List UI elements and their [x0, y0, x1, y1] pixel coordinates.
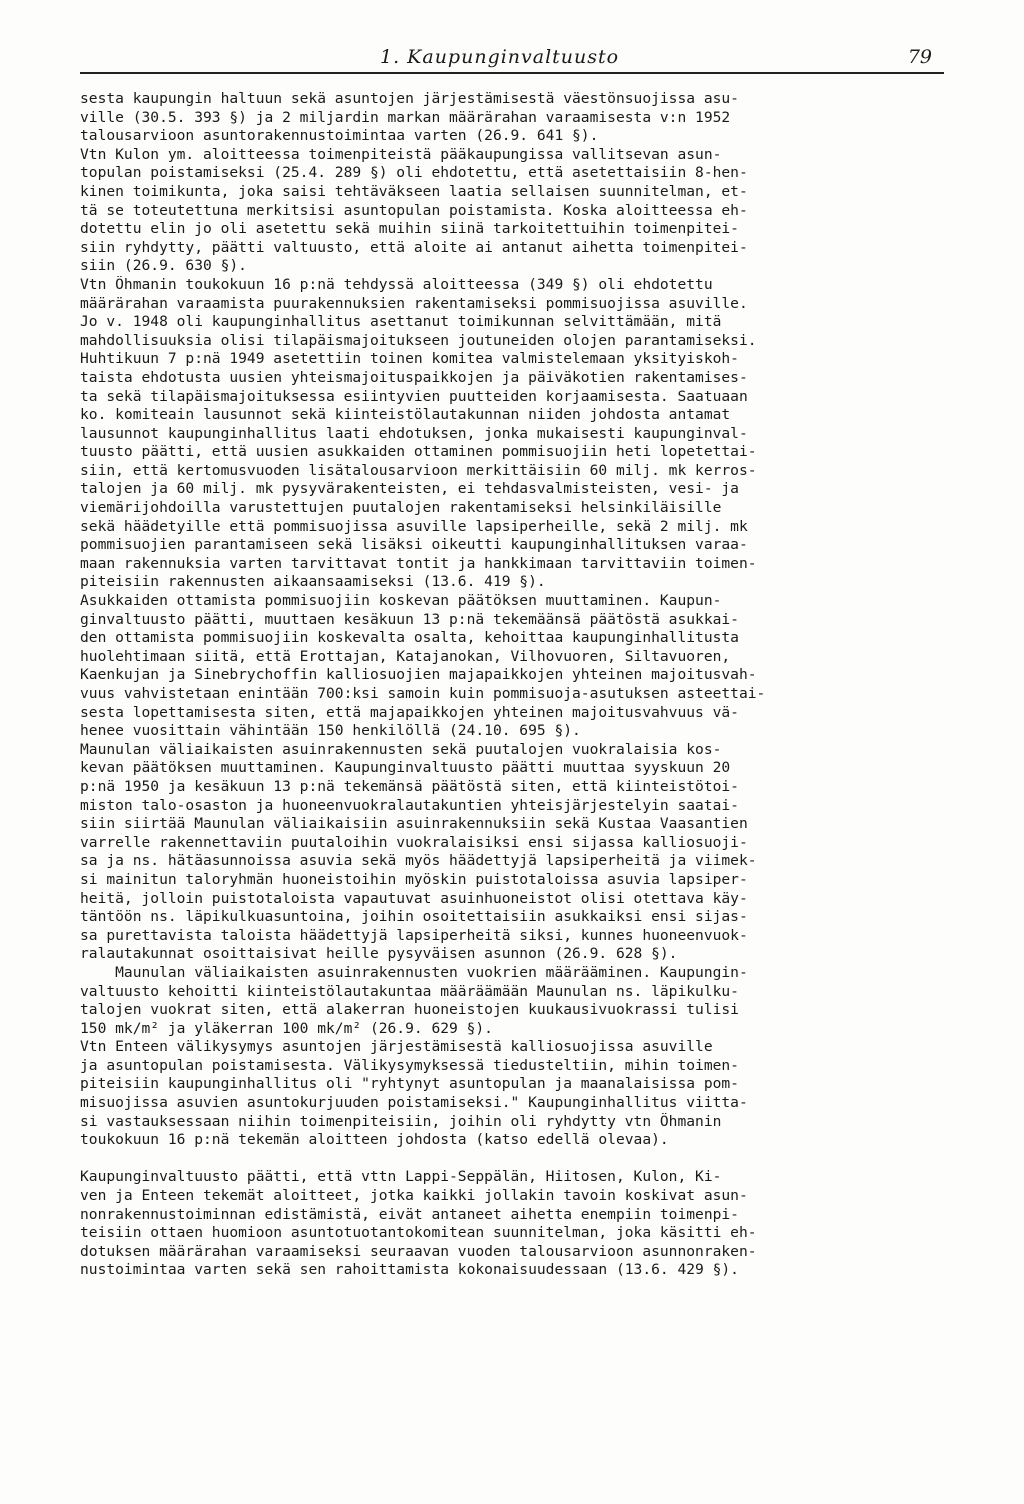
text-line: dotuksen määrärahan varaamiseksi seuraavan vuoden talousarvioon asunnonraken- [80, 1242, 757, 1260]
text-line: miston talo-osaston ja huoneenvuokralautakuntien yhteisjärjestelyin saatai- [80, 796, 739, 814]
text-line: si mainitun taloryhmän huoneistoihin myöskin puistotaloissa asuvia lapsiper- [80, 870, 748, 888]
text-line: ko. komiteain lausunnot sekä kiinteistölautakunnan niiden johdosta antamat [80, 406, 731, 424]
header-title: 1. Kaupunginvaltuusto [380, 46, 620, 68]
text-line: mahdollisuuksia olisi tilapäismajoitukseen joutuneiden olojen parantamiseksi. [80, 331, 757, 349]
text-line: toukokuun 16 p:nä tekemän aloitteen johdosta (katso edellä olevaa). [80, 1131, 669, 1149]
text-line: henee vuosittain vähintään 150 henkilöllä (24.10. 695 §). [80, 722, 581, 740]
body-text [80, 90, 960, 1280]
text-line: täntöön ns. läpikulkuasuntoina, joihin osoitettaisiin asukkaiksi ensi sijas- [80, 908, 748, 926]
text-line: si vastauksessaan niihin toimenpiteisiin, joihin oli ryhdytty vtn Öhmanin [80, 1112, 722, 1130]
text-line: siin siirtää Maunulan väliaikaisiin asuinrakennuksiin sekä Kustaa Vaasantien [80, 815, 748, 833]
text-line: ven ja Enteen tekemät aloitteet, jotka kaikki jollakin tavoin koskivat asun- [80, 1187, 748, 1205]
text-line: Asukkaiden ottamista pommisuojiin koskevan päätöksen muuttaminen. Kaupun- [80, 592, 722, 610]
text-line: nonrakennustoiminnan edistämistä, eivät antaneet aihetta enempiin toimenpi- [80, 1205, 739, 1223]
text-line: taista ehdotusta uusien yhteismajoituspaikkojen ja päiväkotien rakentamises- [80, 368, 748, 386]
text-line: talousarvioon asuntorakennustoimintaa varten (26.9. 641 §). [80, 127, 599, 145]
text-line: 150 mk/m² ja yläkerran 100 mk/m² (26.9. 629 §). [80, 1019, 493, 1037]
page-number: 79 [907, 46, 932, 68]
text-line: varrelle rakennettaviin puutaloihin vuokralaisiksi ensi sijassa kalliosuoji- [80, 833, 748, 851]
text-line: sa purettavista taloista häädettyjä lapsiperheitä siksi, kunnes huoneenvuok- [80, 926, 748, 944]
text-line: kinen toimikunta, joka saisi tehtäväkseen laatia sellaisen suunnitelman, et- [80, 182, 748, 200]
text-line: ginvaltuusto päätti, muuttaen kesäkuun 13 p:nä tekemäänsä päätöstä asukkai- [80, 610, 739, 628]
text-line: Vtn Kulon ym. aloitteessa toimenpiteistä pääkaupungissa vallitsevan asun- [80, 145, 722, 163]
text-line: topulan poistamiseksi (25.4. 289 §) oli ehdotettu, että asetettaisiin 8-hen- [80, 164, 748, 182]
text-line: ville (30.5. 393 §) ja 2 miljardin markan määrärahan varaamisesta v:n 1952 [80, 108, 731, 126]
text-line: lausunnot kaupunginhallitus laati ehdotuksen, jonka mukaisesti kaupunginval- [80, 424, 748, 442]
text-line: den ottamista pommisuojiin koskevalta osalta, kehoittaa kaupunginhallitusta [80, 629, 739, 647]
text-line: vuus vahvistetaan enintään 700:ksi samoin kuin pommisuoja-asutuksen asteettai- [80, 685, 766, 702]
text-line: siin, että kertomusvuoden lisätalousarvioon merkittäisiin 60 milj. mk kerros- [80, 461, 757, 479]
text-line: sesta lopettamisesta siten, että majapaikkojen yhteinen majoitusvahvuus vä- [80, 703, 739, 721]
text-line: määrärahan varaamista puurakennuksien rakentamiseksi pommisuojissa asuville. [80, 294, 748, 312]
text-line: sa ja ns. hätäasunnoissa asuvia sekä myös häädettyjä lapsiperheitä ja viimek- [80, 852, 757, 870]
text-line: maan rakennuksia varten tarvittavat tontit ja hankkimaan tarvittaviin toimen- [80, 554, 757, 572]
text-line: viemärijohdoilla varustettujen puutalojen rakentamiseksi helsinkiläisille [80, 499, 722, 517]
text-line: Vtn Öhmanin toukokuun 16 p:nä tehdyssä aloitteessa (349 §) oli ehdotettu [80, 275, 713, 293]
text-line: talojen ja 60 milj. mk pysyvärakenteisten, ei tehdasvalmisteisten, vesi- ja [80, 480, 739, 498]
text-line: Huhtikuun 7 p:nä 1949 asetettiin toinen komitea valmistelemaan yksityiskoh- [80, 350, 739, 368]
text-line: siin ryhdytty, päätti valtuusto, että aloite ai antanut aihetta toimenpitei- [80, 238, 748, 256]
text-line: ralautakunnat osoittaisivat heille pysyväisen asunnon (26.9. 628 §). [80, 945, 678, 963]
text-line: ta sekä tilapäismajoituksessa esiintyvien puutteiden korjaamisesta. Saatuaan [80, 387, 748, 405]
text-line: talojen vuokrat siten, että alakerran huoneistojen kuukausivuokrassi tulisi [80, 1001, 739, 1019]
text-line: huolehtimaan siitä, että Erottajan, Katajanokan, Vilhovuoren, Siltavuoren, [80, 647, 731, 665]
text-line: Maunulan väliaikaisten asuinrakennusten sekä puutalojen vuokralaisia kos- [80, 740, 722, 758]
text-line: misuojissa asuvien asuntokurjuuden poistamiseksi." Kaupunginhallitus viitta- [80, 1094, 748, 1112]
text-line: Jo v. 1948 oli kaupunginhallitus asettanut toimikunnan selvittämään, mitä [80, 313, 722, 331]
text-line: teisiin ottaen huomioon asuntotuotantokomitean suunnitelman, joka käsitti eh- [80, 1224, 757, 1242]
text-line: tä se toteutettuna merkitsisi asuntopulan poistamista. Koska aloitteessa eh- [80, 201, 748, 219]
text-line: p:nä 1950 ja kesäkuun 13 p:nä tekemänsä päätöstä siten, että kiinteistötoi- [80, 777, 739, 795]
text-line: heitä, jolloin puistotaloista vapautuvat asuinhuoneistot olisi otettava käy- [80, 889, 748, 907]
text-line: tuusto päätti, että uusien asukkaiden ottaminen pommisuojiin heti lopetettai- [80, 443, 757, 461]
text-line: Kaenkujan ja Sinebrychoffin kalliosuojien majapaikkojen yhteinen majoitusvah- [80, 666, 757, 684]
text-line: Vtn Enteen välikysymys asuntojen järjestämisestä kalliosuojissa asuville [80, 1038, 713, 1056]
paragraph-gap [80, 1150, 960, 1169]
text-line: piteisiin rakennusten aikaansaamiseksi (13.6. 419 §). [80, 573, 546, 591]
text-line: Maunulan väliaikaisten asuinrakennusten vuokrien määrääminen. Kaupungin- [80, 963, 748, 981]
text-line: sesta kaupungin haltuun sekä asuntojen järjestämisestä väestönsuojissa asu- [80, 90, 739, 107]
text-line: ja asuntopulan poistamisesta. Välikysymyksessä tiedusteltiin, mihin toimen- [80, 1056, 739, 1074]
text-line: nustoimintaa varten sekä sen rahoittamista kokonaisuudessaan (13.6. 429 §). [80, 1261, 739, 1279]
text-line: kevan päätöksen muuttaminen. Kaupunginvaltuusto päätti muuttaa syyskuun 20 [80, 759, 731, 777]
page-header [80, 40, 944, 74]
text-line: piteisiin kaupunginhallitus oli "ryhtynyt asuntopulan ja maanalaisissa pom- [80, 1075, 739, 1093]
text-line: siin (26.9. 630 §). [80, 257, 247, 275]
text-line: sekä häädetyille että pommisuojissa asuville lapsiperheille, sekä 2 milj. mk [80, 517, 748, 535]
text-line: dotettu elin jo oli asetettu sekä muihin siinä tarkoitettuihin toimenpitei- [80, 220, 739, 238]
text-line: Kaupunginvaltuusto päätti, että vttn Lappi-Seppälän, Hiitosen, Kulon, Ki- [80, 1168, 722, 1186]
text-line: valtuusto kehoitti kiinteistölautakuntaa määräämään Maunulan ns. läpikulku- [80, 982, 739, 1000]
text-line: pommisuojien parantamiseen sekä lisäksi oikeutti kaupunginhallituksen varaa- [80, 536, 748, 554]
